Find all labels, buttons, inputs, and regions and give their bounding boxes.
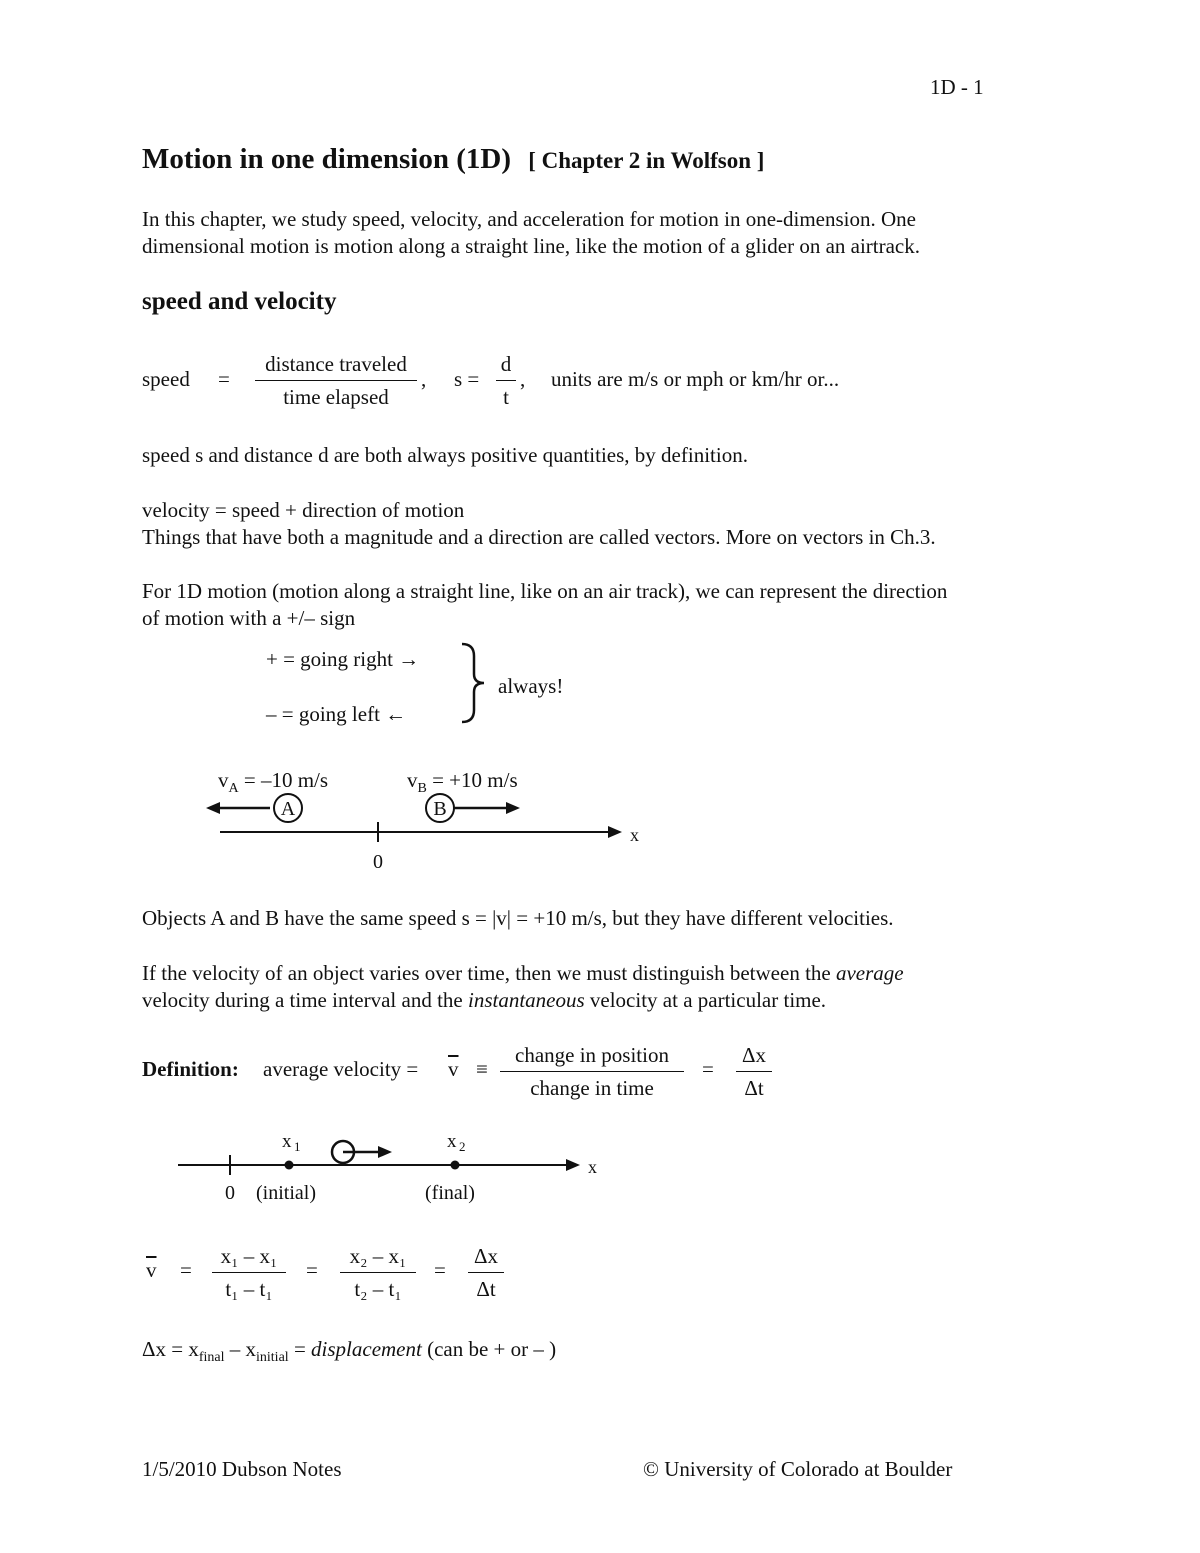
speed-numerator: distance traveled (265, 352, 407, 376)
x1-label: x (282, 1131, 292, 1152)
fraction-bar (340, 1272, 416, 1273)
equals: = (434, 1258, 446, 1282)
displacement-definition (142, 1336, 556, 1371)
position-diagram (170, 1125, 620, 1215)
s-numerator: d (500, 352, 512, 376)
speed-equals: = (218, 367, 230, 391)
definition-numerator: change in position (515, 1043, 669, 1067)
title-chapter-ref: [ Chapter 2 in Wolfson ] (528, 148, 765, 173)
x-axis-label: x (630, 825, 639, 845)
section-heading-speed-velocity: speed and velocity (142, 288, 337, 315)
fraction-1-numerator: x₁ – x₁ (220, 1244, 278, 1268)
one-d-motion-line-1: For 1D motion (motion along a straight line, like on an air track), we can represent the direction (142, 579, 948, 603)
fraction-bar (500, 1071, 684, 1072)
fraction-2-denominator: t₂ – t₁ (354, 1277, 402, 1301)
subscript-b: B (417, 781, 427, 797)
definition-denominator: change in time (530, 1076, 654, 1100)
fraction-3 (468, 1244, 504, 1302)
x-axis-arrowhead (608, 826, 622, 838)
footer-copyright: © University of Colorado at Boulder (643, 1457, 953, 1481)
speed-fraction (255, 352, 417, 410)
emphasis-instantaneous: instantaneous (467, 988, 585, 1012)
velocity-a-value: = –10 m/s (238, 768, 329, 792)
same-speed-text: Objects A and B have the same speed s = |v| = +10 m/s, but they have different velocities. (142, 906, 894, 930)
s-fraction (496, 352, 516, 410)
s-denominator: t (503, 385, 509, 409)
delta-t: Δt (476, 1277, 496, 1301)
x2-point (451, 1161, 460, 1170)
definition-fraction (500, 1043, 684, 1101)
object-b-label: B (433, 798, 447, 820)
fraction-bar (255, 380, 417, 381)
subscript-a: A (228, 781, 239, 797)
fraction-2 (340, 1244, 416, 1302)
delta-x: Δx (473, 1244, 498, 1268)
page-number: 1D - 1 (930, 75, 984, 99)
fraction-bar (212, 1272, 286, 1273)
moving-object-arrowhead (378, 1146, 392, 1158)
equiv-symbol: ≡ (476, 1057, 488, 1081)
speed-label: speed (142, 367, 190, 391)
x-axis-label: x (588, 1157, 597, 1177)
text-run: (can be + or – ) (421, 1337, 557, 1361)
comma: , (520, 367, 526, 391)
vectors-note: Things that have both a magnitude and a direction are called vectors. More on vectors in Ch.3. (142, 525, 936, 549)
x-axis-arrowhead (566, 1159, 580, 1171)
arrow-a-head (206, 802, 220, 814)
final-label: (final) (425, 1182, 475, 1204)
subscript-final: final (198, 1350, 225, 1366)
text-run: If the velocity of an object varies over time, then we must distinguish between the (142, 961, 836, 985)
intro-line-2: dimensional motion is motion along a straight line, like the motion of a glider on an airtrack. (142, 234, 921, 258)
x1-subscript: 1 (294, 1139, 301, 1154)
delta-x: Δx (741, 1043, 766, 1067)
v-symbol: v (218, 768, 229, 792)
s-equals: s = (454, 367, 480, 391)
units-note: units are m/s or mph or km/hr or... (551, 367, 840, 391)
intro-line-1: In this chapter, we study speed, velocity, and acceleration for motion in one-dimension. One (142, 207, 916, 231)
text-run: velocity during a time interval and the (142, 988, 468, 1012)
text-run: velocity at a particular time. (584, 988, 827, 1012)
subscript-initial: initial (256, 1350, 289, 1366)
title-main: Motion in one dimension (1D) (142, 143, 511, 175)
initial-label: (initial) (256, 1182, 316, 1204)
emphasis-average: average (835, 961, 904, 985)
curly-brace (458, 640, 498, 726)
comma: , (421, 367, 427, 391)
fraction-bar (496, 380, 516, 381)
positive-quantities-text: speed s and distance d are both always positive quantities, by definition. (142, 443, 748, 467)
delta-fraction (736, 1043, 772, 1101)
velocity-b-value: = +10 m/s (426, 768, 518, 792)
equals: = (702, 1057, 714, 1081)
x2-label: x (447, 1131, 457, 1152)
average-velocity-text: average velocity = (263, 1057, 419, 1081)
fraction-2-numerator: x₂ – x₁ (349, 1244, 407, 1268)
velocity-definition: velocity = speed + direction of motion (142, 498, 465, 522)
text-run: – x (224, 1337, 257, 1361)
plus-going-right: + = going right → (266, 647, 420, 671)
text-run: Δx = x (142, 1337, 199, 1361)
v-bar-symbol: $\overline{v}$ (146, 1258, 157, 1282)
v-symbol: v (407, 768, 418, 792)
minus-going-left: – = going left ← (266, 702, 407, 726)
arrow-b-head (506, 802, 520, 814)
x2-subscript: 2 (459, 1139, 466, 1154)
definition-label: Definition: (142, 1057, 239, 1081)
emphasis-displacement: displacement (311, 1337, 422, 1361)
one-d-motion-line-2: of motion with a +/– sign (142, 606, 356, 630)
equals: = (180, 1258, 192, 1282)
delta-t: Δt (744, 1076, 764, 1100)
velocity-diagram (200, 790, 660, 880)
v-bar-symbol: $\overline{v}$ (448, 1057, 459, 1081)
origin-label: 0 (373, 851, 383, 873)
fraction-1 (212, 1244, 286, 1302)
always-label: always! (498, 674, 564, 698)
fraction-bar (468, 1272, 504, 1273)
fraction-1-denominator: t₁ – t₁ (225, 1277, 273, 1301)
speed-denominator: time elapsed (283, 385, 389, 409)
page-title (142, 143, 764, 176)
text-run: = (288, 1337, 312, 1361)
average-paragraph-line-2 (142, 987, 826, 1014)
x1-point (285, 1161, 294, 1170)
equals: = (306, 1258, 318, 1282)
fraction-bar (736, 1071, 772, 1072)
average-paragraph-line-1 (142, 960, 904, 987)
footer-date-author: 1/5/2010 Dubson Notes (142, 1457, 342, 1481)
object-a-label: A (280, 798, 296, 820)
origin-label: 0 (225, 1182, 235, 1204)
